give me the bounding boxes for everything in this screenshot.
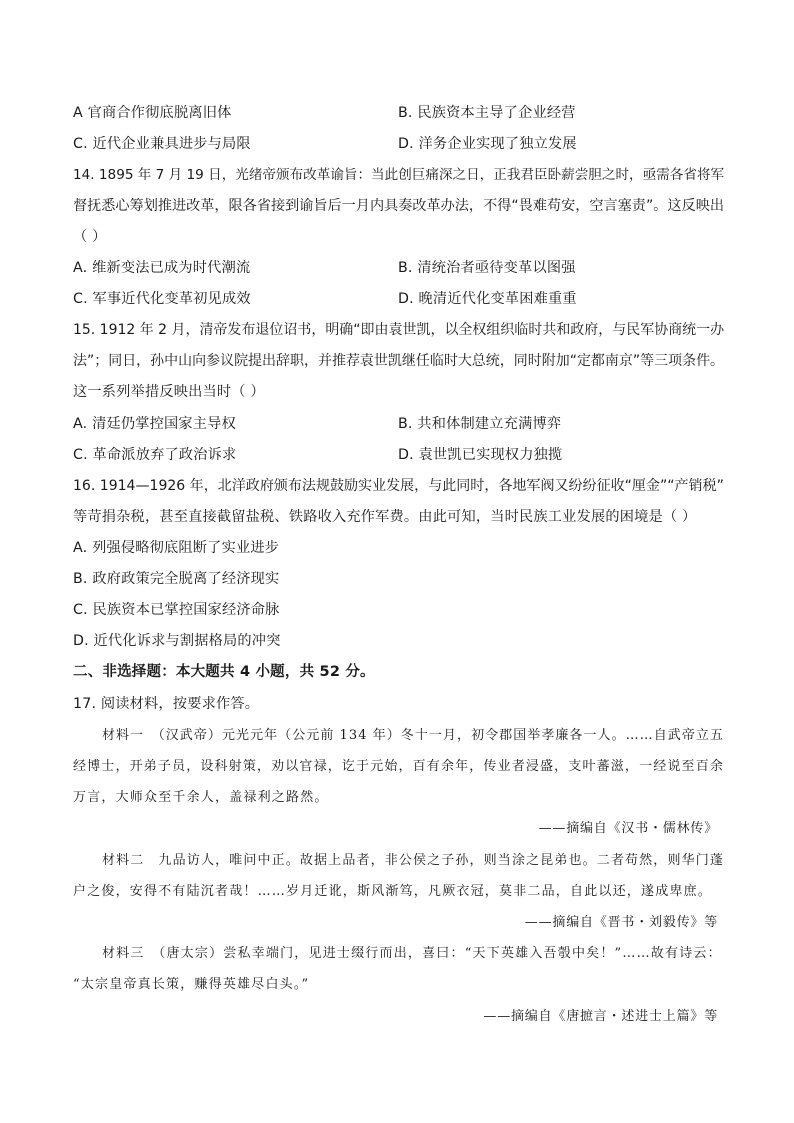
q13-option-c: C. 近代企业兼具进步与局限 [73, 136, 251, 152]
q16-stem-line-2: 等苛捐杂税，甚至直接截留盐税、铁路收入充作军费。由此可知，当时民族工业发展的困境是（ ） [73, 509, 697, 525]
q16-option-c: C. 民族资本已掌控国家经济命脉 [73, 602, 280, 618]
material-3-source: ——摘编自《唐摭言・述进士上篇》等 [483, 1009, 718, 1024]
q13-option-a: A 官商合作彻底脱离旧体 [73, 105, 232, 121]
q15-option-c: C. 革命派放弃了政治诉求 [73, 447, 237, 463]
q14-stem-line-1: 14. 1895 年 7 月 19 日，光绪帝颁布改革谕旨：当此创巨痛深之日，正我君臣卧薪尝胆之时，亟需各省将军 [73, 167, 725, 183]
q16-option-a: A. 列强侵略彻底阻断了实业进步 [73, 540, 280, 556]
q14-option-d: D. 晚清近代化变革困难重重 [398, 291, 577, 307]
material-3-line-2: “太宗皇帝真长策，赚得英雄尽白头。” [73, 977, 310, 992]
q14-answer-blank: （ ） [73, 229, 107, 245]
q16-option-d: D. 近代化诉求与割据格局的冲突 [73, 633, 281, 649]
q13-option-b: B. 民族资本主导了企业经营 [398, 105, 576, 121]
q14-option-b: B. 清统治者亟待变革以图强 [398, 260, 576, 276]
material-2-line-2: 户之俊，安得不有陆沉者哉！……岁月迁讹，斯风渐笃，凡厥衣冠，莫非二品，自此以还，遂成卑庶。 [73, 884, 713, 899]
material-1-source: ——摘编自《汉书・儒林传》 [538, 821, 718, 836]
material-3-line-1: 材料三 （唐太宗）尝私幸端门，见进士缀行而出，喜曰：“天下英雄入吾彀中矣！”……故有诗云： [102, 946, 722, 961]
q16-stem-line-1: 16. 1914—1926 年，北洋政府颁布法规鼓励实业发展，与此同时，各地军阀又纷纷征收“厘金”“产销税” [73, 478, 724, 494]
material-1-line-1: 材料一 （汉武帝）元光元年（公元前 134 年）冬十一月，初令郡国举孝廉各一人。……自武帝立五 [102, 728, 724, 743]
material-2-line-1: 材料二 九品访人，唯问中正。故据上品者，非公侯之子孙，则当涂之昆弟也。二者苟然，则华门蓬 [102, 853, 724, 868]
q15-option-b: B. 共和体制建立充满博弈 [398, 416, 562, 432]
q16-option-b: B. 政府政策完全脱离了经济现实 [73, 571, 280, 587]
q15-option-d: D. 袁世凯已实现权力独揽 [398, 447, 563, 463]
q15-stem-line-1: 15. 1912 年 2 月，清帝发布退位诏书，明确“即由袁世凯，以全权组织临时共和政府，与民军协商统一办 [73, 322, 725, 338]
q14-option-a: A. 维新变法已成为时代潮流 [73, 260, 251, 276]
section-heading: 二、非选择题：本大题共 4 小题，共 52 分。 [73, 664, 375, 680]
q17-prompt: 17. 阅读材料，按要求作答。 [73, 696, 260, 712]
q15-stem-line-3: 这一系列举措反映出当时（ ） [73, 384, 265, 400]
q15-option-a: A. 清廷仍掌控国家主导权 [73, 416, 236, 432]
q15-stem-line-2: 法”；同日，孙中山向参议院提出辞职，并推荐袁世凯继任临时大总统，同时附加“定都南京”等三项条件。 [73, 353, 725, 369]
q14-option-c: C. 军事近代化变革初见成效 [73, 291, 251, 307]
material-1-line-3: 万言，大师众至千余人，盖禄利之路然。 [73, 790, 329, 805]
material-1-line-2: 经博士，开弟子员，设科射策，劝以官禄，讫于元始，百有余年，传业者浸盛，支叶蕃滋，一经说至百余 [73, 759, 724, 774]
q14-stem-line-2: 督抚悉心筹划推进改革，限各省接到谕旨后一月内具奏改革办法，不得“畏难苟安，空言塞责”。这反映出 [73, 198, 724, 214]
q13-option-d: D. 洋务企业实现了独立发展 [398, 136, 577, 152]
material-2-source: ——摘编自《晋书・刘毅传》等 [524, 915, 718, 930]
